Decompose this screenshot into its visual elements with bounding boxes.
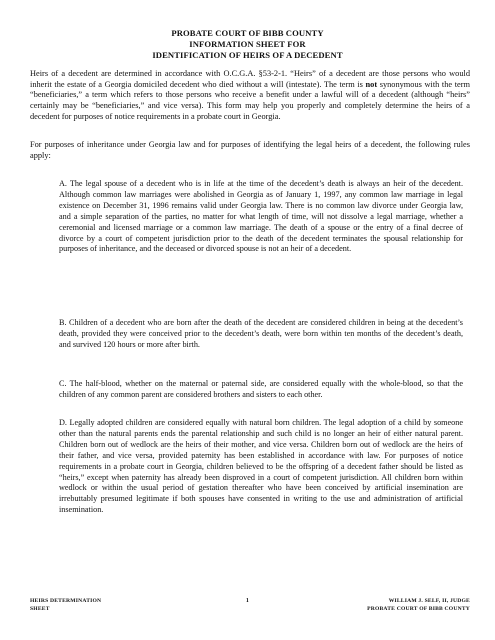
rule-c-half-blood: C. The half-blood, whether on the maternal or paternal side, are considered equally with the whole-blood, so that the children of any common parent are considered brothers and sisters to each other. <box>59 379 463 399</box>
intro-paragraph <box>30 69 470 123</box>
footer-left-line1: HEIRS DETERMINATION <box>30 598 102 604</box>
footer-page-number: 1 <box>245 598 250 604</box>
rule-d-adopted-children: D. Legally adopted children are considered equally with natural born children. The legal adoption of a child by someone other than the natural parents ends the parental relationship and such child is no longer an heir of either natural parent. Children born out of wedlock are the heirs of their mother, and vice versa. Children born out of wedlock are the heirs of their father, and vice versa, provided paternity has been established in accordance with law. For purposes of notice requirements in a probate court in Georgia, children believed to be the offspring of a decedent father should be listed as “heirs,” except when paternity has already been disproved in a court of competent jurisdiction. All children born within wedlock or within the usual period of gestation thereafter who have been conceived by artificial insemination are irrebuttably presumed legitimate if both spouses have consented in writing to the use and administration of artificial insemination. <box>59 418 463 515</box>
intro-text-part2: synonymous with the term “beneficiaries,” a term which refers to those persons who receive a benefit under a lawful will of a decedent (although “heirs” certainly may be “beneficiaries,” and vice versa). This form may help you properly and completely determine the heirs of a decedent for purposes of notice requirements in a probate court in Georgia. <box>30 79 470 121</box>
intro-text-part1: Heirs of a decedent are determined in accordance with O.C.G.A. §53-2-1. “Heirs” of a decedent are those persons who would inherit the estate of a Georgia domiciled decedent who died without a will (intestate). The term is <box>30 69 470 89</box>
title-line-info-sheet: INFORMATION SHEET FOR <box>189 39 306 49</box>
footer-right-line1: WILLIAM J. SELF, II, JUDGE <box>388 598 470 604</box>
rule-b-posthumous-children: B. Children of a decedent who are born after the death of the decedent are considered children in being at the decedent’s death, provided they were conceived prior to the decedent’s death, were born within ten months of the decedent’s death, and survived 120 hours or more after birth. <box>59 318 463 349</box>
title-line-identification: IDENTIFICATION OF HEIRS OF A DECEDENT <box>152 50 343 60</box>
footer-judge <box>367 597 470 613</box>
rule-a-spouse: A. The legal spouse of a decedent who is in life at the time of the decedent’s death is always an heir of the decedent. Although common law marriages were abolished in Georgia as of January 1, 1997, any common law marriage in legal existence on December 31, 1996 remains valid under Georgia law. There is no common law divorce under Georgia law, and a simple separation of the parties, no matter for what length of time, will not dissolve a legal marriage, whether a ceremonial and licensed marriage or a common law marriage. The death of a spouse or the entry of a final decree of divorce by a court of competent jurisdiction prior to the death of the decedent terminates the spousal relationship for purposes of inheritance, and the deceased or divorced spouse is not an heir of a decedent. <box>59 179 463 254</box>
title-line-court: PROBATE COURT OF BIBB COUNTY <box>171 28 324 38</box>
document-title <box>0 28 495 61</box>
footer-left-line2: SHEET <box>30 606 50 612</box>
rules-intro-paragraph: For purposes of inheritance under Georgia law and for purposes of identifying the legal heirs of a decedent, the following rules apply: <box>30 140 470 160</box>
footer-right-line2: PROBATE COURT OF BIBB COUNTY <box>367 606 470 612</box>
intro-bold-not: not <box>365 79 378 89</box>
